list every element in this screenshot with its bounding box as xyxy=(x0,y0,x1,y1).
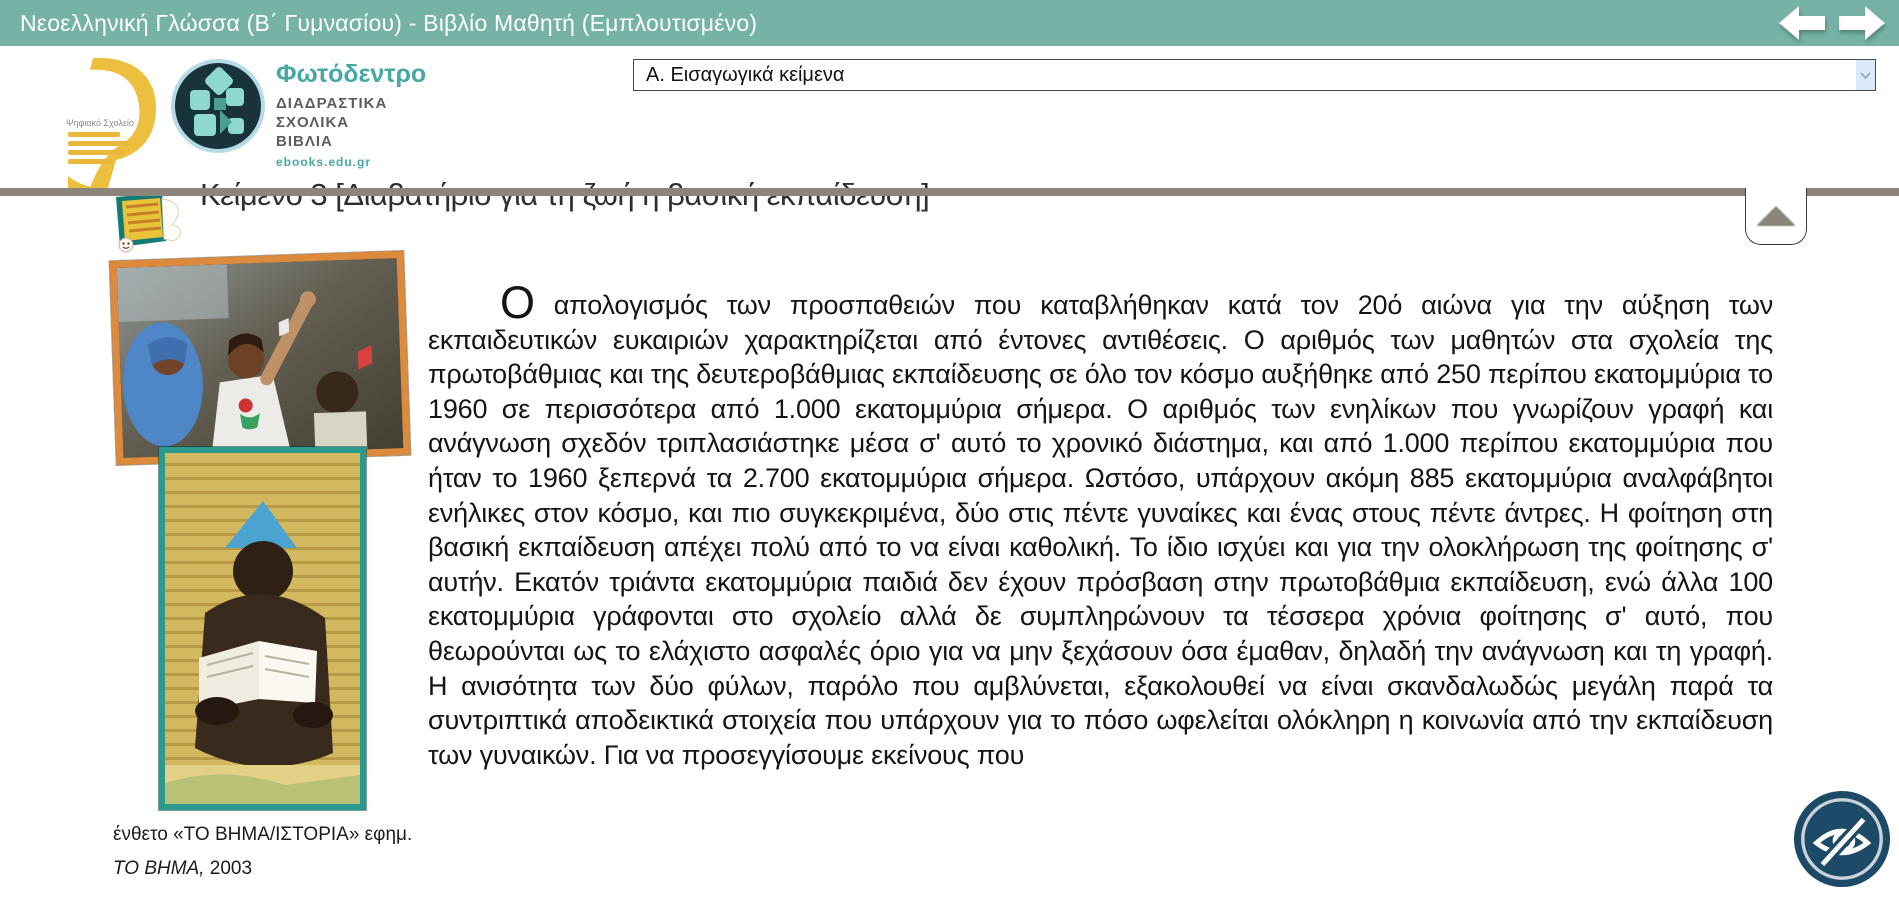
lesson-body-text xyxy=(428,277,1773,903)
dropcap-initial: Ο xyxy=(500,277,535,328)
chevron-down-icon[interactable] xyxy=(1856,60,1875,90)
caption-line1: ένθετο «ΤΟ ΒΗΜΑ/ΙΣΤΟΡΙΑ» εφημ. xyxy=(113,824,413,845)
photodentro-subtitle-2: ΣΧΟΛΙΚΑ xyxy=(276,114,350,131)
digital-school-label: Ψηφιακό Σχολείο xyxy=(66,118,134,128)
text-book-icon xyxy=(112,191,188,253)
photodentro-subtitle-1: ΔΙΑΔΡΑΣΤΙΚΑ xyxy=(276,95,388,112)
digital-school-logo xyxy=(38,56,188,188)
photodentro-subtitle-3: ΒΙΒΛΙΑ xyxy=(276,133,333,150)
caption-line2 xyxy=(113,852,423,886)
next-page-arrow-icon[interactable] xyxy=(1839,6,1885,40)
photo-caption xyxy=(113,818,423,886)
photodentro-wordmark xyxy=(276,62,426,168)
photo-classroom xyxy=(110,251,411,465)
book-title: Νεοελληνική Γλώσσα (Β΄ Γυμνασίου) - Βιβλίο Μαθητή (Εμπλουτισμένο) xyxy=(20,9,758,36)
section-select[interactable] xyxy=(633,59,1876,91)
caption-year: 2003 xyxy=(204,858,253,879)
digital-school-tagline-bars xyxy=(68,132,128,168)
scroll-to-top-button[interactable] xyxy=(1745,188,1807,245)
caption-source: ΤΟ ΒΗΜΑ, xyxy=(113,858,205,879)
section-select-value: Α. Εισαγωγικά κείμενα xyxy=(646,63,845,86)
photodentro-logo-icon xyxy=(170,58,266,154)
header xyxy=(0,46,1899,188)
hide-content-button[interactable] xyxy=(1793,790,1891,888)
photodentro-url: ebooks.edu.gr xyxy=(276,155,372,169)
page-navigation xyxy=(1779,6,1885,40)
triangle-up-icon xyxy=(1756,206,1796,226)
header-divider xyxy=(0,188,1899,196)
previous-page-arrow-icon[interactable] xyxy=(1779,6,1825,40)
photo-reading xyxy=(159,447,366,810)
top-title-bar xyxy=(0,0,1899,46)
photodentro-name: Φωτόδεντρο xyxy=(276,60,427,88)
paragraph-text: απολογισμός των προσπαθειών που καταβλήθηκαν κατά τον 20ό αιώνα για την αύξηση των εκπαιδευτικών ευκαιριών χαρακτηρίζεται από έντονες αντιθέσεις. Ο αριθμός των μαθητών στα σχολεία της πρωτοβάθμιας και της δευτεροβάθμιας εκπαίδευσης σε όλο τον κόσμο αυξήθηκε από 250 περίπου εκατομμύρια το 1960 σε περισσότερα από 1.000 εκατομμύρια σήμερα. Ο αριθμός των ενηλίκων που γνωρίζουν γραφή και ανάγνωση σχεδόν τριπλασιάστηκε μέσα σ' αυτό το χρονικό διάστημα, και από 1.000 περίπου εκατομμύρια που ήταν το 1960 ξεπερνά τα 2.700 εκατομμύρια σήμερα. Ωστόσο, υπάρχουν ακόμη 885 εκατομμύρια αναλφάβητοι ενήλικες στον κόσμο, και πιο συγκεκριμένα, δύο στις πέντε γυναίκες και ένας στους πέντε άντρες. Η φοίτηση στη βασική εκπαίδευση απέχει πολύ από το να είναι καθολική. Το ίδιο ισχύει και για την ολοκλήρωση της φοίτησης σ' αυτήν. Εκατόν τριάντα εκατομμύρια παιδιά δεν έχουν πρόσβαση στην πρωτοβάθμια εκπαίδευση, ενώ άλλα 100 εκατομμύρια γράφονται στο σχολείο αλλά δε συμπληρώνουν τα τέσσερα χρόνια φοίτησης σ' αυτό, που θεωρούνται ως το ελάχιστο ασφαλές όριο για να μην ξεχάσουν όσα έμαθαν, δηλαδή την ανάγνωση και τη γραφή. Η ανισότητα των δύο φύλων, παρόλο που αμβλύνεται, εξακολουθεί να είναι σκανδαλωδώς μεγάλη παρά τα συντριπτικά αποδεικτικά στοιχεία που υπάρχουν για το πόσο ωφελείται ολόκληρη η κοινωνία από την εκπαίδευση των γυναικών. Για να προσεγγίσουμε εκείνους που xyxy=(428,290,1773,770)
